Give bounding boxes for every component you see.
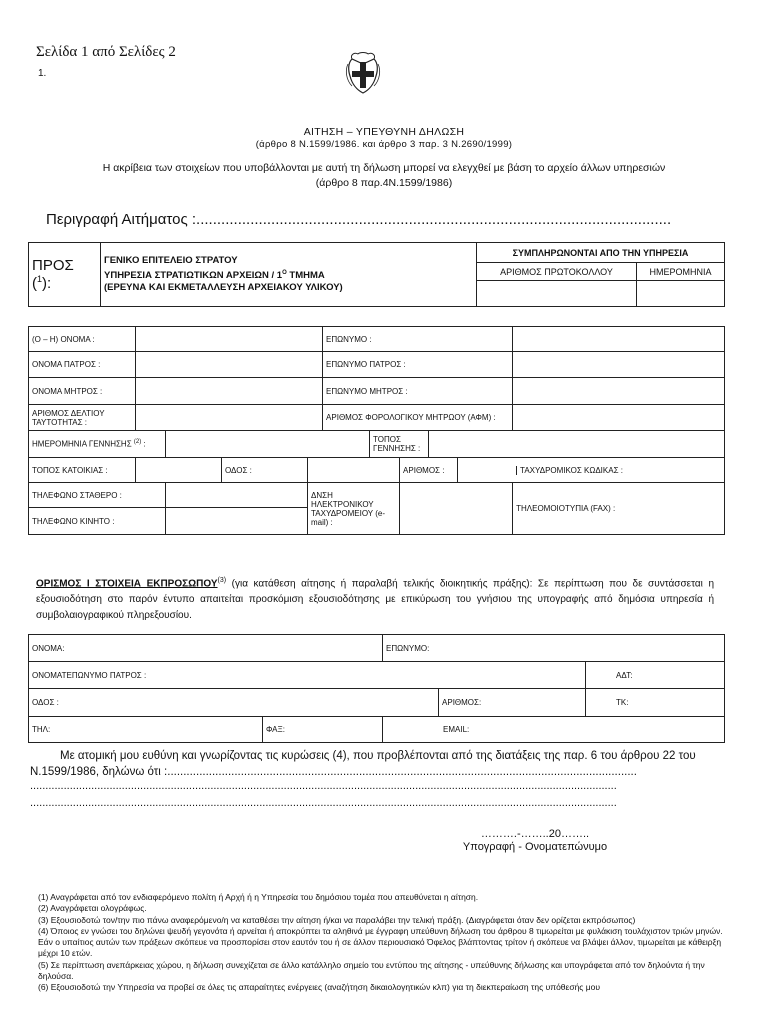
footnotes [38, 892, 728, 994]
date-line[interactable]: ……….-……..20…….. [480, 828, 590, 840]
date-field[interactable] [637, 281, 725, 307]
declaration-dots-2[interactable]: ................................................................................................................................................................................................ [30, 780, 617, 792]
accuracy-note: Η ακρίβεια των στοιχείων που υποβάλλονται με αυτή τη δήλωση μπορεί να ελεγχθεί με βάση το αρχείο άλλων υπηρεσιών [102, 162, 666, 174]
footnote-3: (3) Εξουσιοδοτώ τον/την πιο πάνω αναφερόμενο/η να καταθέσει την αίτηση ή/και να παραλάβει την τελική πράξη. (Διαγράφεται όταν δεν ορίζεται εκπρόσωπος) [38, 914, 636, 925]
item-number: 1. [38, 68, 47, 79]
applicant-name-label: (Ο – Η) ΟΝΟΜΑ : [29, 327, 136, 352]
father-surname-label: ΕΠΩΝΥΜΟ ΠΑΤΡΟΣ : [323, 352, 513, 378]
representative-instructions: (για κατάθεση αίτησης ή παραλαβή τελικής διοικητικής πράξης): Σε περίπτωση που δε συντάσσεται η εξουσιοδότηση στο παρόν έντυπο απαιτείται προσκόμιση εξουσιοδότησης με επικύρωση του γνήσιου της υπογραφής από δημόσια υπηρεσία ή συμβολαιογραφικού πληρεξουσίου. [36, 578, 715, 622]
birth-place-field[interactable] [429, 431, 725, 458]
recipient-table [28, 242, 725, 307]
rep-surname-cell[interactable] [383, 635, 725, 662]
representative-heading-footnote-ref: (3) [217, 577, 227, 584]
email-label: ΔΝΣΗ ΗΛΕΚΤΡΟΝΙΚΟΥ ΤΑΧΥΔΡΟΜΕΙΟΥ (e-mail) : [308, 483, 400, 535]
recipient-name [101, 243, 477, 307]
rep-phone-label: ΤΗΛ: [32, 725, 51, 734]
form-title: ΑΙΤΗΣΗ – ΥΠΕΥΘΥΝΗ ΔΗΛΩΣΗ [303, 126, 465, 138]
signature-label: Υπογραφή - Ονοματεπώνυμο [462, 841, 608, 853]
rep-name-label: ΟΝΟΜΑ: [32, 643, 65, 653]
father-surname-field[interactable] [513, 352, 725, 378]
coat-of-arms-icon [344, 50, 382, 96]
landline-label: ΤΗΛΕΦΩΝΟ ΣΤΑΘΕΡΟ : [29, 483, 166, 508]
recipient-line-1: ΓΕΝΙΚΟ ΕΠΙΤΕΛΕΙΟ ΣΤΡΑΤΟΥ [104, 254, 238, 266]
rep-email-cell[interactable] [383, 717, 725, 743]
representative-intro [36, 573, 714, 624]
request-description-field[interactable]: Περιγραφή Αιτήματος :.................................................................................................................. [46, 211, 672, 228]
accuracy-reference: (άρθρο 8 παρ.4Ν.1599/1986) [315, 177, 453, 189]
declaration-dots-3[interactable]: ................................................................................................................................................................................................ [30, 797, 617, 809]
father-name-field[interactable] [136, 352, 323, 378]
rep-tk-label: ΤΚ: [616, 698, 629, 707]
date-label: ΗΜΕΡΟΜΗΝΙΑ [637, 263, 725, 281]
mobile-label: ΤΗΛΕΦΩΝΟ ΚΙΝΗΤΟ : [29, 508, 166, 535]
service-header: ΣΥΜΠΛΗΡΩΝΟΝΤΑΙ ΑΠΟ ΤΗΝ ΥΠΗΡΕΣΙΑ [477, 243, 725, 263]
mother-surname-field[interactable] [513, 378, 725, 405]
rep-adt-cell[interactable] [586, 662, 725, 689]
rep-fax-label: ΦΑΞ: [266, 725, 285, 734]
footnote-6: (6) Εξουσιοδοτώ την Υπηρεσία να προβεί σε όλες τις απαραίτητες ενέργειες (αναζήτηση δικαιολογητικών κλπ) για τη διεκπεραίωση της υπόθεσής μου [38, 982, 601, 993]
recipient-line-3: (ΕΡΕΥΝΑ ΚΑΙ ΕΚΜΕΤΑΛΛΕΥΣΗ ΑΡΧΕΙΑΚΟΥ ΥΛΙΚΟΥ) [104, 282, 343, 294]
rep-number-cell[interactable] [439, 689, 586, 717]
number-and-postal-code [458, 458, 725, 483]
applicant-surname-label: ΕΠΩΝΥΜΟ : [323, 327, 513, 352]
number-field[interactable] [461, 466, 517, 475]
applicant-name-field[interactable] [136, 327, 323, 352]
page-indicator: Σελίδα 1 από Σελίδες 2 [36, 44, 176, 60]
footnote-5: (5) Σε περίπτωση ανεπάρκειας χώρου, η δήλωση συνεχίζεται σε άλλο κατάλληλο σημείο του εντύπου της αίτησης - υπεύθυνης δήλωσης και υπογράφεται από τον δηλούντα ή την δηλούσα. [38, 959, 705, 982]
father-name-label: ΟΝΟΜΑ ΠΑΤΡΟΣ : [29, 352, 136, 378]
fax-label: ΤΗΛΕΟΜΟΙΟΤΥΠΙΑ (FAX) : [516, 504, 616, 513]
mother-surname-label: ΕΠΩΝΥΜΟ ΜΗΤΡΟΣ : [323, 378, 513, 405]
representative-table [28, 634, 725, 743]
residence-label: ΤΟΠΟΣ ΚΑΤΟΙΚΙΑΣ : [29, 458, 136, 483]
recipient-label: ΠΡΟΣ ($^1$): [29, 243, 101, 307]
recipient-line-2: ΥΠΗΡΕΣΙΑ ΣΤΡΑΤΙΩΤΙΚΩΝ ΑΡΧΕΙΩΝ / $1^O$ ΤΜΗΜΑ [104, 269, 325, 282]
birth-date-label: ΗΜΕΡΟΜΗΝΙΑ ΓΕΝΝΗΣΗΣ $^{(2)}$ : [29, 431, 166, 458]
landline-field[interactable] [166, 483, 308, 508]
id-card-label: ΑΡΙΘΜΟΣ ΔΕΛΤΙΟΥ ΤΑΥΤΟΤΗΤΑΣ : [29, 405, 136, 431]
form-subtitle: (άρθρο 8 Ν.1599/1986. και άρθρο 3 παρ. 3 Ν.2690/1999) [255, 139, 513, 150]
mobile-field[interactable] [166, 508, 308, 535]
postal-code-label: ΤΑΧΥΔΡΟΜΙΚΟΣ ΚΩΔΙΚΑΣ : [520, 465, 623, 475]
declaration-dots-1[interactable]: ................................................................................................................................................... [167, 766, 637, 778]
id-card-field[interactable] [136, 405, 323, 431]
street-label: ΟΔΟΣ : [222, 458, 308, 483]
rep-tk-cell[interactable] [586, 689, 725, 717]
tax-id-label: ΑΡΙΘΜΟΣ ΦΟΡΟΛΟΓΙΚΟΥ ΜΗΤΡΩΟΥ (ΑΦΜ) : [323, 405, 513, 431]
mother-name-label: ΟΝΟΜΑ ΜΗΤΡΟΣ : [29, 378, 136, 405]
birth-place-label: ΤΟΠΟΣ ΓΕΝΝΗΣΗΣ : [370, 431, 429, 458]
footnote-1: (1) Αναγράφεται από τον ενδιαφερόμενο πολίτη ή Αρχή ή η Υπηρεσία του δημόσιου τομέα που απευθύνεται η αίτηση. [38, 892, 479, 902]
footnote-4: (4) Όποιος εν γνώσει του δηλώνει ψευδή γεγονότα ή αρνείται ή αποκρύπτει τα αληθινά με έγγραφη υπεύθυνη δήλωση του άρθρου 8 τιμωρείται με φυλάκιση τουλάχιστον τριών μηνών. Εάν ο υπαίτιος αυτών των πράξεων σκόπευε να προσπορίσει στον εαυτόν του ή σε άλλον περιουσιακό Όφελος βλάπτοντας τρίτον ή σκόπευε να βλάψει άλλον, τιμωρείται με κάθειρξη μέχρι 10 ετών. [38, 925, 723, 959]
tax-id-field[interactable] [513, 405, 725, 431]
fax-cell [513, 483, 725, 535]
rep-adt-label: ΑΔΤ: [616, 670, 633, 680]
birth-date-footnote-ref: (2) [133, 439, 142, 446]
footnote-2: (2) Αναγράφεται ολογράφως. [38, 903, 147, 914]
rep-surname-label: ΕΠΩΝΥΜΟ: [386, 643, 430, 653]
rep-phone-cell[interactable] [29, 717, 263, 743]
number-label: ΑΡΙΘΜΟΣ : [400, 458, 458, 483]
declaration-text [30, 748, 720, 780]
representative-heading: ΟΡΙΣΜΟΣ Ι ΣΤΟΙΧΕΙΑ ΕΚΠΡΟΣΩΠΟΥ [36, 578, 218, 590]
rep-name-cell[interactable] [29, 635, 383, 662]
residence-field[interactable] [136, 458, 222, 483]
rep-number-label: ΑΡΙΘΜΟΣ: [442, 698, 482, 707]
rep-street-label: ΟΔΟΣ : [32, 698, 59, 707]
mother-name-field[interactable] [136, 378, 323, 405]
protocol-number-field[interactable] [477, 281, 637, 307]
applicant-surname-field[interactable] [513, 327, 725, 352]
rep-fax-cell[interactable] [263, 717, 383, 743]
email-field[interactable] [400, 483, 513, 535]
rep-email-label: EMAIL: [443, 725, 470, 734]
rep-father-fullname-cell[interactable] [29, 662, 586, 689]
declaration-statement: Με ατομική μου ευθύνη και γνωρίζοντας τις κυρώσεις (4), που προβλέπονται από της διατάξεις της παρ. 6 του άρθρου 22 του Ν.1599/1986, δηλώνω ότι : [30, 750, 696, 778]
rep-father-fullname-label: ΟΝΟΜΑΤΕΠΩΝΥΜΟ ΠΑΤΡΟΣ : [32, 670, 147, 680]
protocol-number-label: ΑΡΙΘΜΟΣ ΠΡΩΤΟΚΟΛΛΟΥ [477, 263, 637, 281]
birth-date-label-text: ΗΜΕΡΟΜΗΝΙΑ ΓΕΝΝΗΣΗΣ [32, 439, 132, 449]
rep-street-cell[interactable] [29, 689, 439, 717]
applicant-table [28, 326, 725, 535]
street-field[interactable] [308, 458, 400, 483]
birth-date-field[interactable] [166, 431, 370, 458]
